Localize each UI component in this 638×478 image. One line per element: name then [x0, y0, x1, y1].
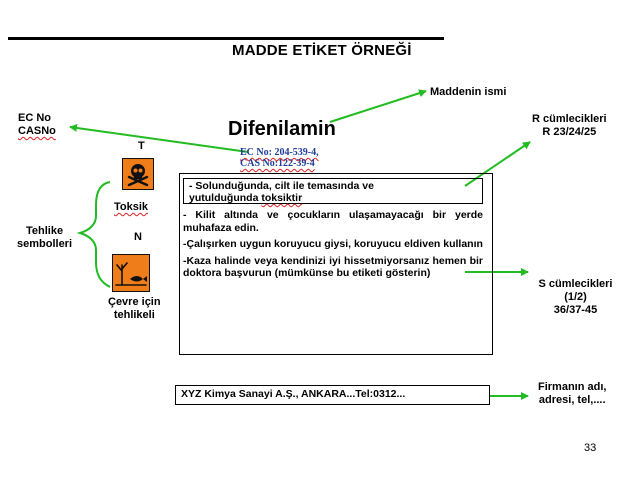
r-phrase-box [183, 178, 483, 204]
s-phrase-1: - Kilit altında ve çocukların ulaşamayacağı bir yerde muhafaza edin. [183, 209, 483, 234]
hazard-letter-n: N [134, 231, 142, 243]
hazard-label-toxic-text: Toksik [114, 201, 149, 213]
arrow-to-ec-cas [70, 127, 248, 152]
hazard-label-env-line2: tehlikeli [113, 309, 155, 321]
s-phrase-block [183, 209, 483, 284]
ec-cas-block [240, 147, 319, 169]
callout-r-title: R cümlecikleri [532, 113, 607, 125]
callout-r-values: R 23/24/25 [542, 126, 597, 138]
callout-s-phrases [533, 278, 618, 317]
callout-hazard-symbols [17, 225, 72, 251]
r-phrase-line2-b: toksiktir [261, 192, 303, 204]
callout-r-phrases [532, 113, 607, 139]
ec-number: EC No: 204-539-4, [240, 147, 319, 158]
callout-substance-name: Maddenin ismi [430, 86, 507, 98]
substance-name: Difenilamin [228, 118, 336, 140]
page-number: 33 [584, 442, 597, 454]
hazard-bracket [80, 182, 110, 287]
s-phrase-2: -Çalışırken uygun koruyucu giysi, koruyucu eldiven kullanın [183, 238, 483, 250]
r-phrase-line2-a: yutulduğunda [189, 192, 262, 204]
dead-tree-fish-icon [112, 254, 150, 292]
callout-s-values: 36/37-45 [553, 304, 598, 316]
callout-s-title: S cümlecikleri [538, 278, 613, 290]
callout-firm-line1: Firmanın adı, [538, 381, 607, 393]
callout-firm [538, 381, 606, 407]
callout-hazard-line2: sembolleri [17, 238, 73, 250]
r-phrase-line2 [189, 192, 477, 204]
hazard-label-env-line1: Çevre için [108, 296, 161, 308]
cas-number: CAS No:122-39-4 [240, 158, 315, 169]
callout-cas-no: CASNo [18, 125, 56, 137]
firm-info-box: XYZ Kimya Sanayi A.Ş., ANKARA...Tel:0312... [175, 385, 490, 405]
callout-firm-line2: adresi, tel,.... [538, 394, 606, 406]
callout-s-count: (1/2) [564, 291, 587, 303]
skull-crossbones-icon [122, 158, 154, 190]
hazard-label-environment [108, 296, 161, 322]
title-rule [8, 37, 444, 40]
arrow-to-name [330, 91, 426, 122]
hazard-letter-t: T [138, 140, 145, 152]
r-phrase-line1: - Solunduğunda, cilt ile temasında ve [189, 180, 374, 192]
hazard-label-toxic [114, 201, 148, 214]
callout-ec-no: EC No [18, 112, 51, 124]
callout-ec-cas [18, 112, 56, 138]
slide-title: MADDE ETİKET ÖRNEĞİ [232, 42, 412, 59]
s-phrase-3: -Kaza halinde veya kendinizi iyi hissetmiyorsanız hemen bir doktora başvurun (mümkünse bu etiketi gösterin) [183, 254, 483, 279]
callout-hazard-line1: Tehlike [25, 225, 64, 237]
